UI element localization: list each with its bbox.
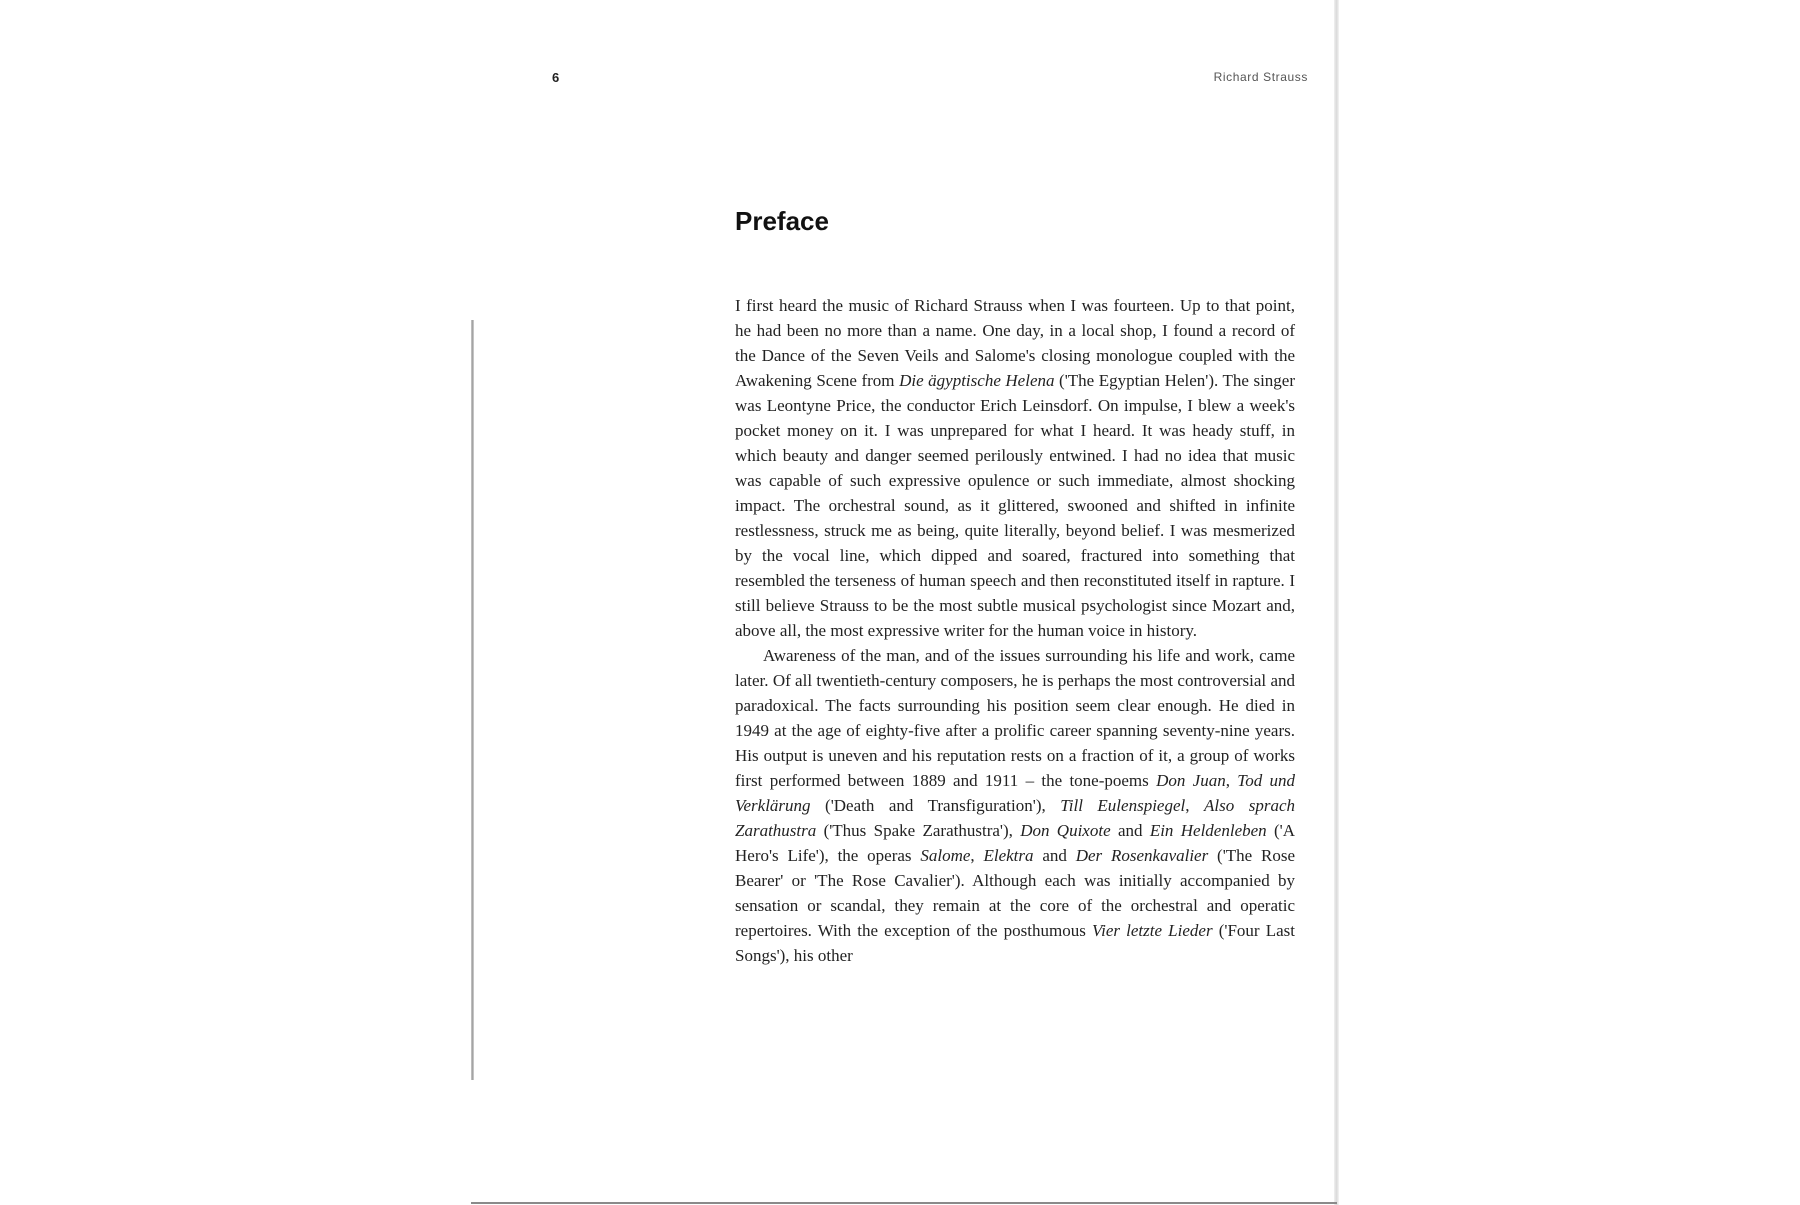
page-left-edge-shadow (471, 320, 474, 1080)
text-run: ('Death and Transfiguration'), (810, 796, 1061, 815)
italic-title: Don Juan (1156, 771, 1226, 790)
page-right-edge-shadow (1334, 0, 1339, 1205)
italic-title: Die ägyptische Helena (899, 371, 1055, 390)
italic-title: Vier letzte Lieder (1091, 921, 1213, 940)
italic-title: Don Quixote (1020, 821, 1111, 840)
page-bottom-edge (471, 1202, 1337, 1204)
text-run: ('A Hero's Life'), the operas (735, 821, 1295, 865)
running-title: Richard Strauss (1213, 70, 1308, 84)
italic-title: Der Rosenkavalier (1075, 846, 1209, 865)
text-run: and (1033, 846, 1076, 865)
text-run: Awareness of the man, and of the issues surrounding his life and work, came later. Of all twentieth-century composers, he is perhaps the most controversial and paradoxical. The facts surrounding his position seem clear enough. He died in 1949 at the age of eighty-five after a prolific career spanning seventy-nine years. His output is uneven and his reputation rests on a fraction of it, a group of works first performed between 1889 and 1911 – the tone-poems (735, 646, 1295, 790)
paragraph-1 (735, 293, 1295, 643)
italic-title: Also sprach Zarathustra (735, 796, 1296, 840)
italic-title: Till Eulenspiegel (1060, 796, 1186, 815)
chapter-title: Preface (735, 206, 829, 236)
text-run: , (970, 846, 984, 865)
text-run: , (1225, 771, 1238, 790)
text-run: , (1185, 796, 1204, 815)
body-text (735, 293, 1295, 968)
italic-title: Elektra (983, 846, 1034, 865)
text-run: and (1110, 821, 1150, 840)
text-run: ('The Rose Bearer' or 'The Rose Cavalier'). Although each was initially accompanied by sensation or scandal, they remain at the core of the orchestral and operatic repertoires. With the exception of the posthumous (735, 846, 1296, 940)
text-run: ('Thus Spake Zarathustra'), (816, 821, 1021, 840)
paragraph-2 (735, 643, 1295, 968)
text-run: I first heard the music of Richard Strauss when I was fourteen. Up to that point, he had been no more than a name. One day, in a local shop, I found a record of the Dance of the Seven Veils and Salome's closing monologue coupled with the Awakening Scene from (735, 296, 1295, 390)
italic-title: Tod und Verklärung (735, 771, 1295, 815)
italic-title: Salome (920, 846, 971, 865)
italic-title: Ein Heldenleben (1149, 821, 1267, 840)
text-run: ('Four Last Songs'), his other (735, 921, 1295, 965)
text-run: ('The Egyptian Helen'). The singer was Leontyne Price, the conductor Erich Leinsdorf. On impulse, I blew a week's pocket money on it. I was unprepared for what I heard. It was heady stuff, in which beauty and danger seemed perilously entwined. I had no idea that music was capable of such expressive opulence or such immediate, almost shocking impact. The orchestral sound, as it glittered, swooned and shifted in infinite restlessness, struck me as being, quite literally, beyond belief. I was mesmerized by the vocal line, which dipped and soared, fractured into something that resembled the terseness of human speech and then reconstituted itself in rapture. I still believe Strauss to be the most subtle musical psychologist since Mozart and, above all, the most expressive writer for the human voice in history. (735, 371, 1295, 640)
page-number: 6 (552, 70, 560, 85)
